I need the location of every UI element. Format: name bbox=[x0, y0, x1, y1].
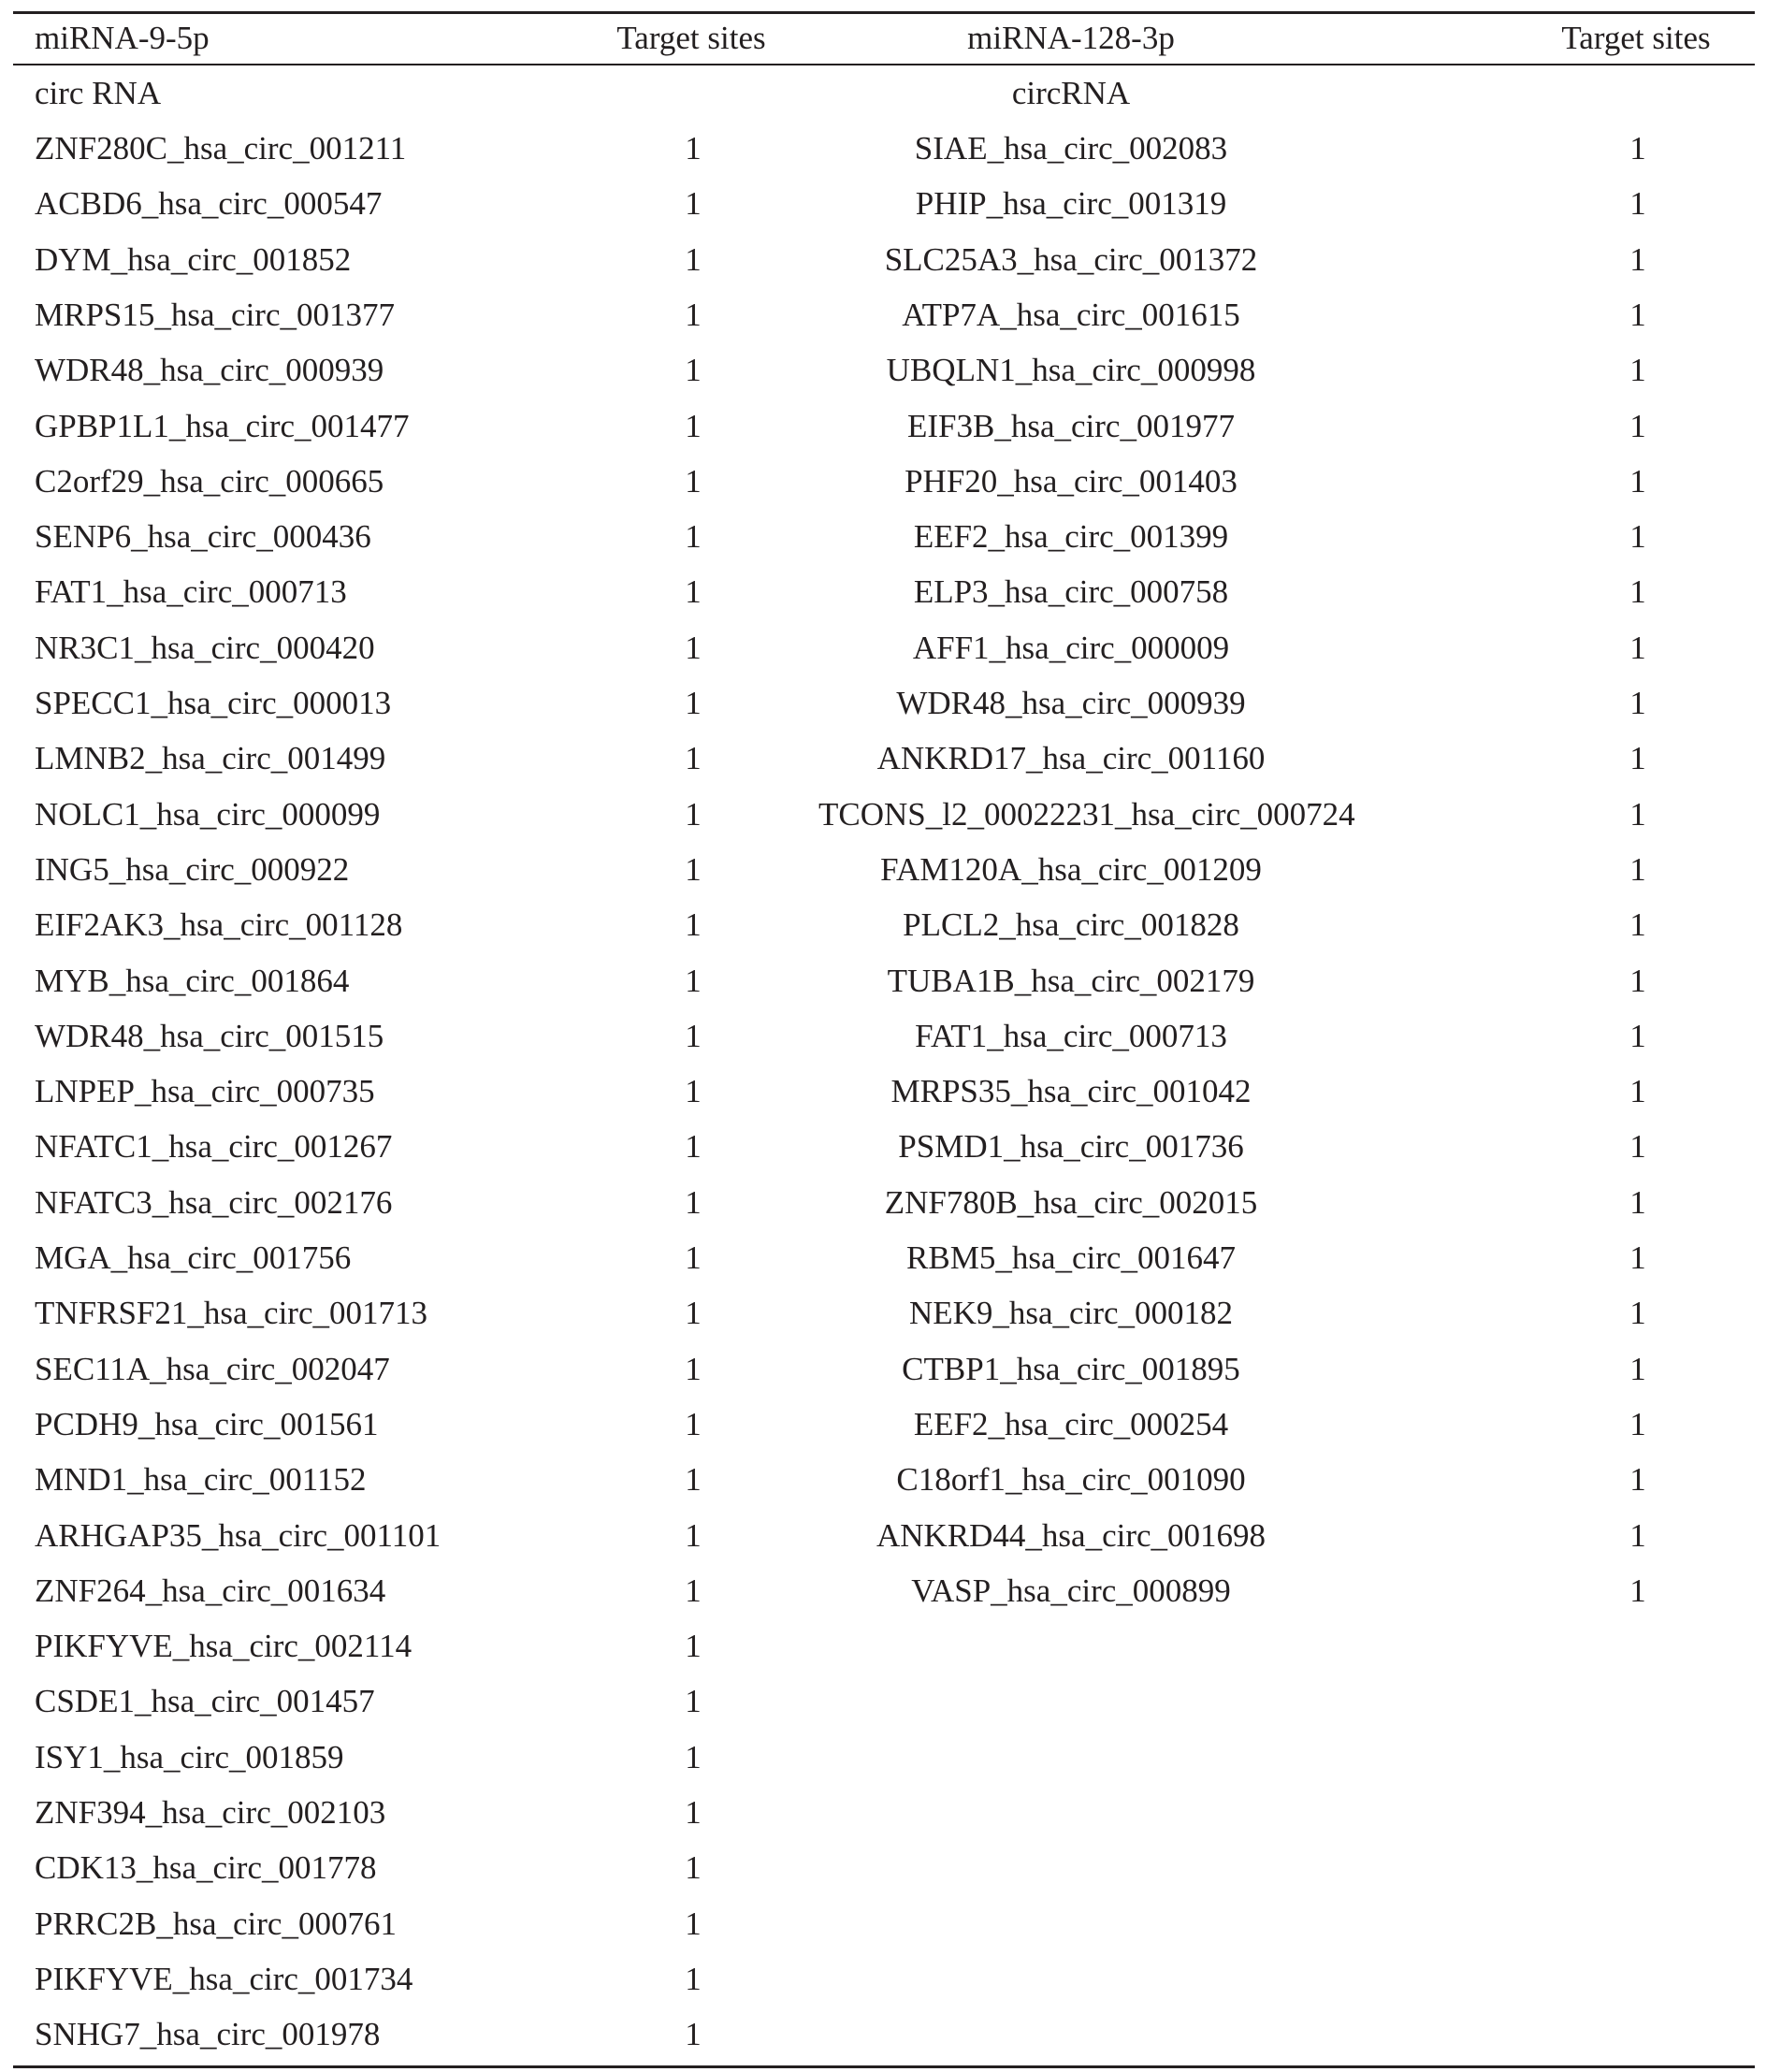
table-row bbox=[13, 1230, 1755, 1285]
header-mirna-128-3p: miRNA-128-3p bbox=[967, 20, 1175, 56]
circrna-name-mir128: ELP3_hsa_circ_000758 bbox=[913, 573, 1229, 611]
target-sites-mir128 bbox=[1544, 1840, 1731, 1895]
target-sites-mir128: 1 bbox=[1629, 685, 1646, 721]
target-sites-mir9: 1 bbox=[685, 1572, 702, 1609]
table-row bbox=[13, 1008, 1755, 1064]
target-sites-mir128: 1 bbox=[1629, 1239, 1646, 1276]
circrna-name-mir128: SLC25A3_hsa_circ_001372 bbox=[884, 240, 1258, 278]
circrna-name-mir9: NR3C1_hsa_circ_000420 bbox=[35, 629, 375, 666]
circrna-name-mir9: PCDH9_hsa_circ_001561 bbox=[35, 1405, 379, 1442]
target-sites-mir128: 1 bbox=[1629, 1516, 1646, 1554]
table-row bbox=[13, 1951, 1755, 2007]
circrna-name-mir128: ANKRD17_hsa_circ_001160 bbox=[876, 740, 1266, 777]
target-sites-mir9: 1 bbox=[685, 573, 702, 611]
target-sites-mir9: 1 bbox=[685, 352, 702, 389]
target-sites-mir9: 1 bbox=[685, 1794, 702, 1831]
target-sites-mir128: 1 bbox=[1629, 740, 1646, 777]
table-row bbox=[13, 564, 1755, 619]
circrna-name-mir128 bbox=[818, 2007, 1324, 2062]
circrna-name-mir128: PHF20_hsa_circ_001403 bbox=[905, 462, 1238, 500]
circrna-name-mir128: PLCL2_hsa_circ_001828 bbox=[903, 906, 1239, 944]
table-row bbox=[13, 287, 1755, 342]
circrna-name-mir128: C18orf1_hsa_circ_001090 bbox=[896, 1461, 1246, 1499]
target-sites-mir128 bbox=[1544, 1785, 1731, 1840]
target-sites-mir128: 1 bbox=[1629, 130, 1646, 167]
table-row bbox=[13, 675, 1755, 731]
circrna-name-mir9: NFATC1_hsa_circ_001267 bbox=[35, 1128, 393, 1166]
subheader-circrna-2: circRNA bbox=[1011, 75, 1131, 111]
table-row bbox=[13, 1508, 1755, 1563]
table-row bbox=[13, 787, 1755, 842]
table-row bbox=[13, 342, 1755, 398]
circrna-name-mir9: ZNF264_hsa_circ_001634 bbox=[35, 1572, 386, 1609]
target-sites-mir9: 1 bbox=[685, 906, 702, 944]
circrna-name-mir9: ISY1_hsa_circ_001859 bbox=[35, 1738, 344, 1775]
circrna-name-mir9: LMNB2_hsa_circ_001499 bbox=[35, 740, 386, 777]
table-row bbox=[13, 454, 1755, 509]
target-sites-mir128: 1 bbox=[1629, 240, 1646, 278]
circrna-name-mir9: MND1_hsa_circ_001152 bbox=[35, 1461, 367, 1499]
target-sites-mir9: 1 bbox=[685, 518, 702, 556]
table-row bbox=[13, 2007, 1755, 2062]
target-sites-mir9: 1 bbox=[685, 685, 702, 721]
circrna-name-mir128 bbox=[818, 1785, 1324, 1840]
circrna-name-mir128 bbox=[818, 1674, 1324, 1729]
circrna-name-mir128: PSMD1_hsa_circ_001736 bbox=[898, 1128, 1244, 1166]
target-sites-mir9: 1 bbox=[685, 2016, 702, 2053]
table-row bbox=[13, 1674, 1755, 1729]
target-sites-mir128 bbox=[1544, 2007, 1731, 2062]
circrna-name-mir9: ARHGAP35_hsa_circ_001101 bbox=[35, 1516, 442, 1554]
circrna-name-mir9: GPBP1L1_hsa_circ_001477 bbox=[35, 407, 410, 444]
circrna-name-mir9: CDK13_hsa_circ_001778 bbox=[35, 1849, 377, 1887]
circrna-name-mir9: SENP6_hsa_circ_000436 bbox=[35, 518, 371, 556]
target-sites-mir9: 1 bbox=[685, 1849, 702, 1887]
table-row bbox=[13, 953, 1755, 1008]
circrna-name-mir128: RBM5_hsa_circ_001647 bbox=[906, 1239, 1236, 1276]
target-sites-mir9: 1 bbox=[685, 795, 702, 833]
circrna-name-mir9: ZNF394_hsa_circ_002103 bbox=[35, 1794, 386, 1831]
table-row bbox=[13, 509, 1755, 564]
table-row bbox=[13, 1730, 1755, 1785]
target-sites-mir128: 1 bbox=[1629, 906, 1646, 944]
circrna-name-mir128: TCONS_l2_00022231_hsa_circ_000724 bbox=[818, 795, 1355, 833]
header-mirna-9-5p: miRNA-9-5p bbox=[35, 20, 210, 56]
target-sites-mir128: 1 bbox=[1629, 296, 1646, 333]
target-sites-mir128 bbox=[1544, 1618, 1731, 1674]
table-row bbox=[13, 232, 1755, 287]
circrna-name-mir9: MRPS15_hsa_circ_001377 bbox=[35, 296, 395, 333]
target-sites-mir9: 1 bbox=[685, 1683, 702, 1720]
circrna-name-mir128: SIAE_hsa_circ_002083 bbox=[914, 130, 1228, 167]
table-row bbox=[13, 1175, 1755, 1230]
circrna-name-mir128: EIF3B_hsa_circ_001977 bbox=[907, 407, 1235, 444]
target-sites-mir9: 1 bbox=[685, 629, 702, 666]
target-sites-mir9: 1 bbox=[685, 850, 702, 888]
table-row bbox=[13, 1397, 1755, 1452]
table-header-row bbox=[13, 10, 1755, 65]
target-sites-mir9: 1 bbox=[685, 407, 702, 444]
target-sites-mir128: 1 bbox=[1629, 1017, 1646, 1054]
table-row bbox=[13, 1341, 1755, 1397]
circrna-name-mir128 bbox=[818, 1951, 1324, 2007]
target-sites-mir128: 1 bbox=[1629, 462, 1646, 500]
target-sites-mir9: 1 bbox=[685, 1905, 702, 1942]
target-sites-mir128: 1 bbox=[1629, 352, 1646, 389]
target-sites-mir128: 1 bbox=[1629, 795, 1646, 833]
circrna-name-mir128: EEF2_hsa_circ_000254 bbox=[913, 1405, 1229, 1442]
target-sites-mir128: 1 bbox=[1629, 1572, 1646, 1609]
circrna-name-mir9: PIKFYVE_hsa_circ_001734 bbox=[35, 1960, 413, 1997]
target-sites-mir9: 1 bbox=[685, 1295, 702, 1332]
circrna-name-mir9: PRRC2B_hsa_circ_000761 bbox=[35, 1905, 397, 1942]
circrna-name-mir9: EIF2AK3_hsa_circ_001128 bbox=[35, 906, 403, 944]
circrna-name-mir9: WDR48_hsa_circ_000939 bbox=[35, 352, 384, 389]
target-sites-mir9: 1 bbox=[685, 1017, 702, 1054]
target-sites-mir128 bbox=[1544, 1951, 1731, 2007]
circrna-name-mir128: VASP_hsa_circ_000899 bbox=[911, 1572, 1231, 1609]
table-row bbox=[13, 731, 1755, 786]
circrna-name-mir9: LNPEP_hsa_circ_000735 bbox=[35, 1073, 375, 1110]
circrna-name-mir9: NOLC1_hsa_circ_000099 bbox=[35, 795, 381, 833]
target-sites-mir128: 1 bbox=[1629, 1128, 1646, 1166]
table-row bbox=[13, 1563, 1755, 1618]
target-sites-mir9: 1 bbox=[685, 1350, 702, 1387]
target-sites-mir9: 1 bbox=[685, 1738, 702, 1775]
circrna-name-mir9: CSDE1_hsa_circ_001457 bbox=[35, 1683, 375, 1720]
circrna-name-mir128: ATP7A_hsa_circ_001615 bbox=[902, 296, 1240, 333]
circrna-name-mir9: ING5_hsa_circ_000922 bbox=[35, 850, 350, 888]
circrna-name-mir9: TNFRSF21_hsa_circ_001713 bbox=[35, 1295, 427, 1332]
target-sites-mir128: 1 bbox=[1629, 518, 1646, 556]
target-sites-mir128: 1 bbox=[1629, 573, 1646, 611]
circrna-name-mir128 bbox=[818, 1618, 1324, 1674]
target-sites-mir128: 1 bbox=[1629, 1405, 1646, 1442]
circrna-name-mir9: DYM_hsa_circ_001852 bbox=[35, 240, 352, 278]
target-sites-mir9: 1 bbox=[685, 462, 702, 500]
target-sites-mir9: 1 bbox=[685, 130, 702, 167]
table-row bbox=[13, 176, 1755, 231]
target-sites-mir128 bbox=[1544, 1674, 1731, 1729]
table-row bbox=[13, 1785, 1755, 1840]
table-row bbox=[13, 121, 1755, 176]
circrna-name-mir128: MRPS35_hsa_circ_001042 bbox=[890, 1073, 1252, 1110]
target-sites-mir128: 1 bbox=[1629, 1461, 1646, 1499]
target-sites-mir9: 1 bbox=[685, 240, 702, 278]
circrna-name-mir128: ANKRD44_hsa_circ_001698 bbox=[876, 1516, 1267, 1554]
table-row bbox=[13, 1452, 1755, 1507]
table-row bbox=[13, 1064, 1755, 1119]
table-row bbox=[13, 897, 1755, 952]
target-sites-mir9: 1 bbox=[685, 1128, 702, 1166]
circrna-name-mir128: TUBA1B_hsa_circ_002179 bbox=[887, 962, 1255, 999]
table-row bbox=[13, 1840, 1755, 1895]
target-sites-mir128: 1 bbox=[1629, 629, 1646, 666]
circrna-name-mir128: PHIP_hsa_circ_001319 bbox=[915, 185, 1227, 223]
target-sites-mir9: 1 bbox=[685, 740, 702, 777]
target-sites-mir9: 1 bbox=[685, 185, 702, 223]
circrna-name-mir128: FAM120A_hsa_circ_001209 bbox=[880, 850, 1262, 888]
target-sites-mir9: 1 bbox=[685, 1628, 702, 1665]
target-sites-mir128: 1 bbox=[1629, 1350, 1646, 1387]
circrna-name-mir128: UBQLN1_hsa_circ_000998 bbox=[886, 352, 1256, 389]
circrna-name-mir9: WDR48_hsa_circ_001515 bbox=[35, 1017, 384, 1054]
subheader-circrna-1: circ RNA bbox=[35, 75, 162, 111]
circrna-name-mir128 bbox=[818, 1896, 1324, 1951]
table-row bbox=[13, 1119, 1755, 1174]
target-sites-mir128 bbox=[1544, 1730, 1731, 1785]
target-sites-mir9: 1 bbox=[685, 962, 702, 999]
circrna-name-mir128: FAT1_hsa_circ_000713 bbox=[915, 1017, 1227, 1054]
circrna-name-mir9: NFATC3_hsa_circ_002176 bbox=[35, 1183, 393, 1221]
circrna-name-mir9: SPECC1_hsa_circ_000013 bbox=[35, 685, 392, 721]
circrna-name-mir128 bbox=[818, 1730, 1324, 1785]
target-sites-mir9: 1 bbox=[685, 1183, 702, 1221]
circrna-name-mir9: MYB_hsa_circ_001864 bbox=[35, 962, 350, 999]
target-sites-mir128: 1 bbox=[1629, 850, 1646, 888]
circrna-name-mir9: SEC11A_hsa_circ_002047 bbox=[35, 1350, 390, 1387]
table-row bbox=[13, 842, 1755, 897]
circrna-name-mir128: ZNF780B_hsa_circ_002015 bbox=[884, 1183, 1258, 1221]
circrna-name-mir128: WDR48_hsa_circ_000939 bbox=[896, 685, 1246, 721]
table-row bbox=[13, 1285, 1755, 1340]
header-target-sites-1: Target sites bbox=[616, 20, 766, 56]
target-sites-mir128 bbox=[1544, 1896, 1731, 1951]
circrna-name-mir128: AFF1_hsa_circ_000009 bbox=[912, 629, 1230, 666]
circrna-name-mir128: CTBP1_hsa_circ_001895 bbox=[902, 1350, 1240, 1387]
table-row bbox=[13, 398, 1755, 454]
target-sites-mir9: 1 bbox=[685, 296, 702, 333]
circrna-name-mir9: FAT1_hsa_circ_000713 bbox=[35, 573, 347, 611]
circrna-name-mir128: NEK9_hsa_circ_000182 bbox=[908, 1295, 1234, 1332]
target-sites-mir9: 1 bbox=[685, 1461, 702, 1499]
target-sites-mir128: 1 bbox=[1629, 1295, 1646, 1332]
target-sites-mir128: 1 bbox=[1629, 1073, 1646, 1110]
target-sites-mir9: 1 bbox=[685, 1960, 702, 1997]
table-subheader-row bbox=[13, 65, 1755, 121]
circrna-name-mir9: ACBD6_hsa_circ_000547 bbox=[35, 185, 383, 223]
table-row bbox=[13, 1896, 1755, 1951]
table-bottom-rule bbox=[13, 2065, 1755, 2068]
header-target-sites-2: Target sites bbox=[1561, 20, 1711, 56]
target-sites-mir9: 1 bbox=[685, 1405, 702, 1442]
target-sites-mir9: 1 bbox=[685, 1239, 702, 1276]
circrna-target-table bbox=[13, 0, 1755, 2072]
table-row bbox=[13, 1618, 1755, 1674]
circrna-name-mir9: MGA_hsa_circ_001756 bbox=[35, 1239, 352, 1276]
circrna-name-mir9: C2orf29_hsa_circ_000665 bbox=[35, 462, 384, 500]
circrna-name-mir128: EEF2_hsa_circ_001399 bbox=[913, 518, 1229, 556]
circrna-name-mir9: PIKFYVE_hsa_circ_002114 bbox=[35, 1628, 413, 1665]
circrna-name-mir9: ZNF280C_hsa_circ_001211 bbox=[35, 130, 407, 167]
target-sites-mir9: 1 bbox=[685, 1516, 702, 1554]
circrna-name-mir128 bbox=[818, 1840, 1324, 1895]
target-sites-mir128: 1 bbox=[1629, 962, 1646, 999]
target-sites-mir128: 1 bbox=[1629, 1183, 1646, 1221]
table-row bbox=[13, 620, 1755, 675]
target-sites-mir9: 1 bbox=[685, 1073, 702, 1110]
circrna-name-mir9: SNHG7_hsa_circ_001978 bbox=[35, 2016, 381, 2053]
target-sites-mir128: 1 bbox=[1629, 407, 1646, 444]
target-sites-mir128: 1 bbox=[1629, 185, 1646, 223]
